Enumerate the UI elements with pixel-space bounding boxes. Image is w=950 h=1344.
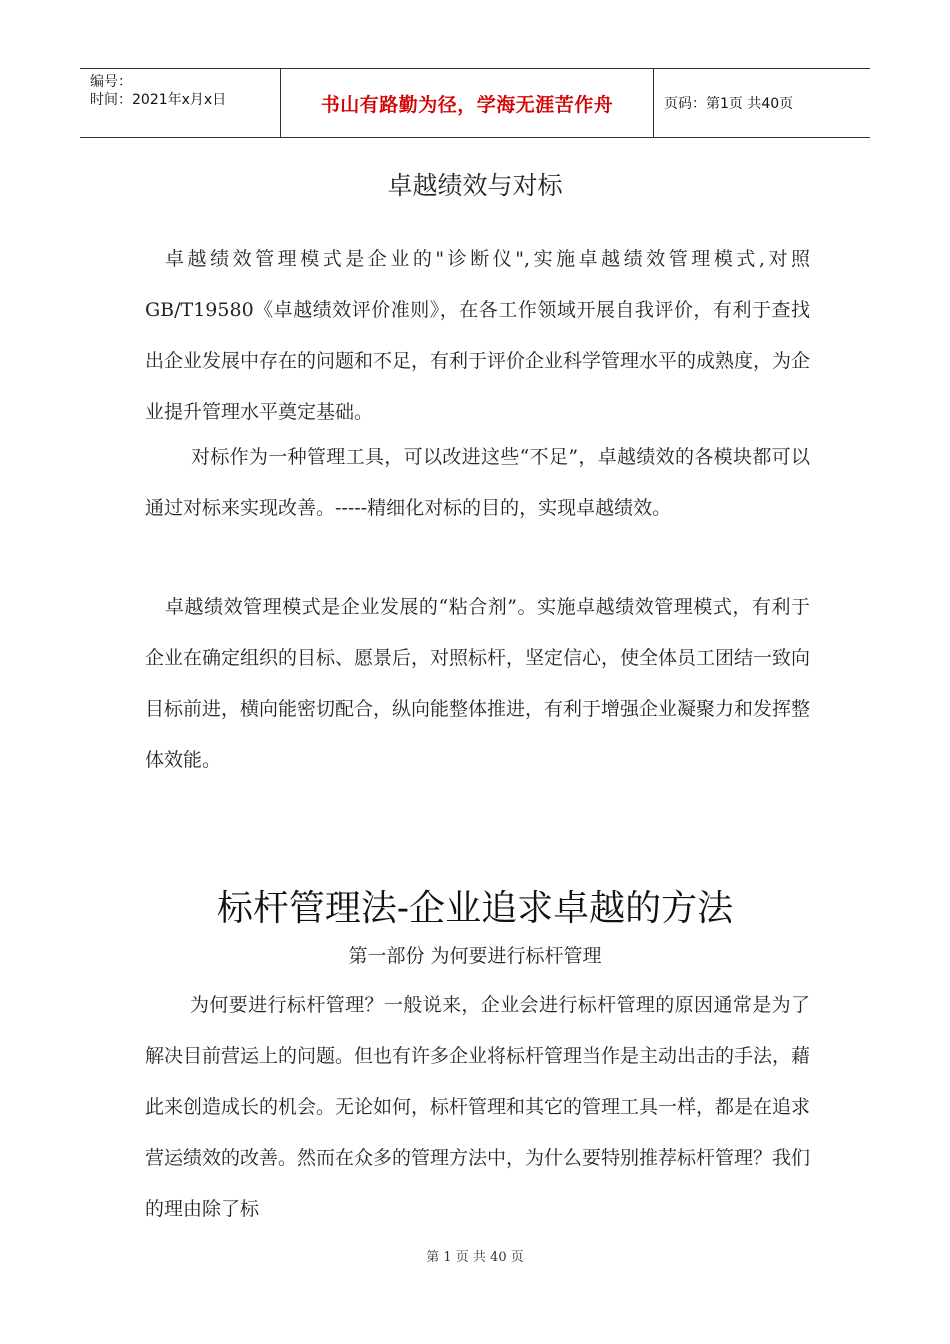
paragraph-1: 卓越绩效管理模式是企业的"诊断仪",实施卓越绩效管理模式,对照GB/T19580《卓越绩效评价准则》，在各工作领域开展自我评价，有利于查找出企业发展中存在的问题和不足，有利于评价企业科学管理水平的成熟度，为企业提升管理水平奠定基础。 bbox=[145, 248, 811, 423]
header-date: 时间：2021年x月x日 bbox=[90, 92, 227, 108]
paragraph-2: 对标作为一种管理工具，可以改进这些“不足”，卓越绩效的各模块都可以通过对标来实现改善。-----精细化对标的目的，实现卓越绩效。 bbox=[145, 446, 810, 519]
document-title: 卓越绩效与对标 bbox=[387, 171, 563, 200]
section-subtitle: 第一部份 为何要进行标杆管理 bbox=[348, 945, 602, 967]
section-paragraph: 为何要进行标杆管理？一般说来，企业会进行标杆管理的原因通常是为了解决目前营运上的问题。但也有许多企业将标杆管理当作是主动出击的手法，藉此来创造成长的机会。无论如何，标杆管理和其它的管理工具一样，都是在追求营运绩效的改善。然而在众多的管理方法中，为什么要特别推荐标杆管理？我们的理由除了标 bbox=[145, 994, 811, 1220]
section-title: 标杆管理法-企业追求卓越的方法 bbox=[216, 888, 734, 929]
header-meta bbox=[80, 69, 281, 137]
document-header bbox=[80, 68, 870, 138]
page-footer: 第 1 页 共 40 页 bbox=[426, 1250, 524, 1265]
header-number-label: 编号： bbox=[90, 74, 132, 90]
paragraph-3: 卓越绩效管理模式是企业发展的“粘合剂”。实施卓越绩效管理模式，有利于企业在确定组织的目标、愿景后，对照标杆，坚定信心，使全体员工团结一致向目标前进，横向能密切配合，纵向能整体推进，有利于增强企业凝聚力和发挥整体效能。 bbox=[145, 596, 811, 771]
header-page-info: 页码：第1页 共40页 bbox=[664, 96, 794, 112]
header-motto: 书山有路勤为径，学海无涯苦作舟 bbox=[281, 69, 654, 137]
